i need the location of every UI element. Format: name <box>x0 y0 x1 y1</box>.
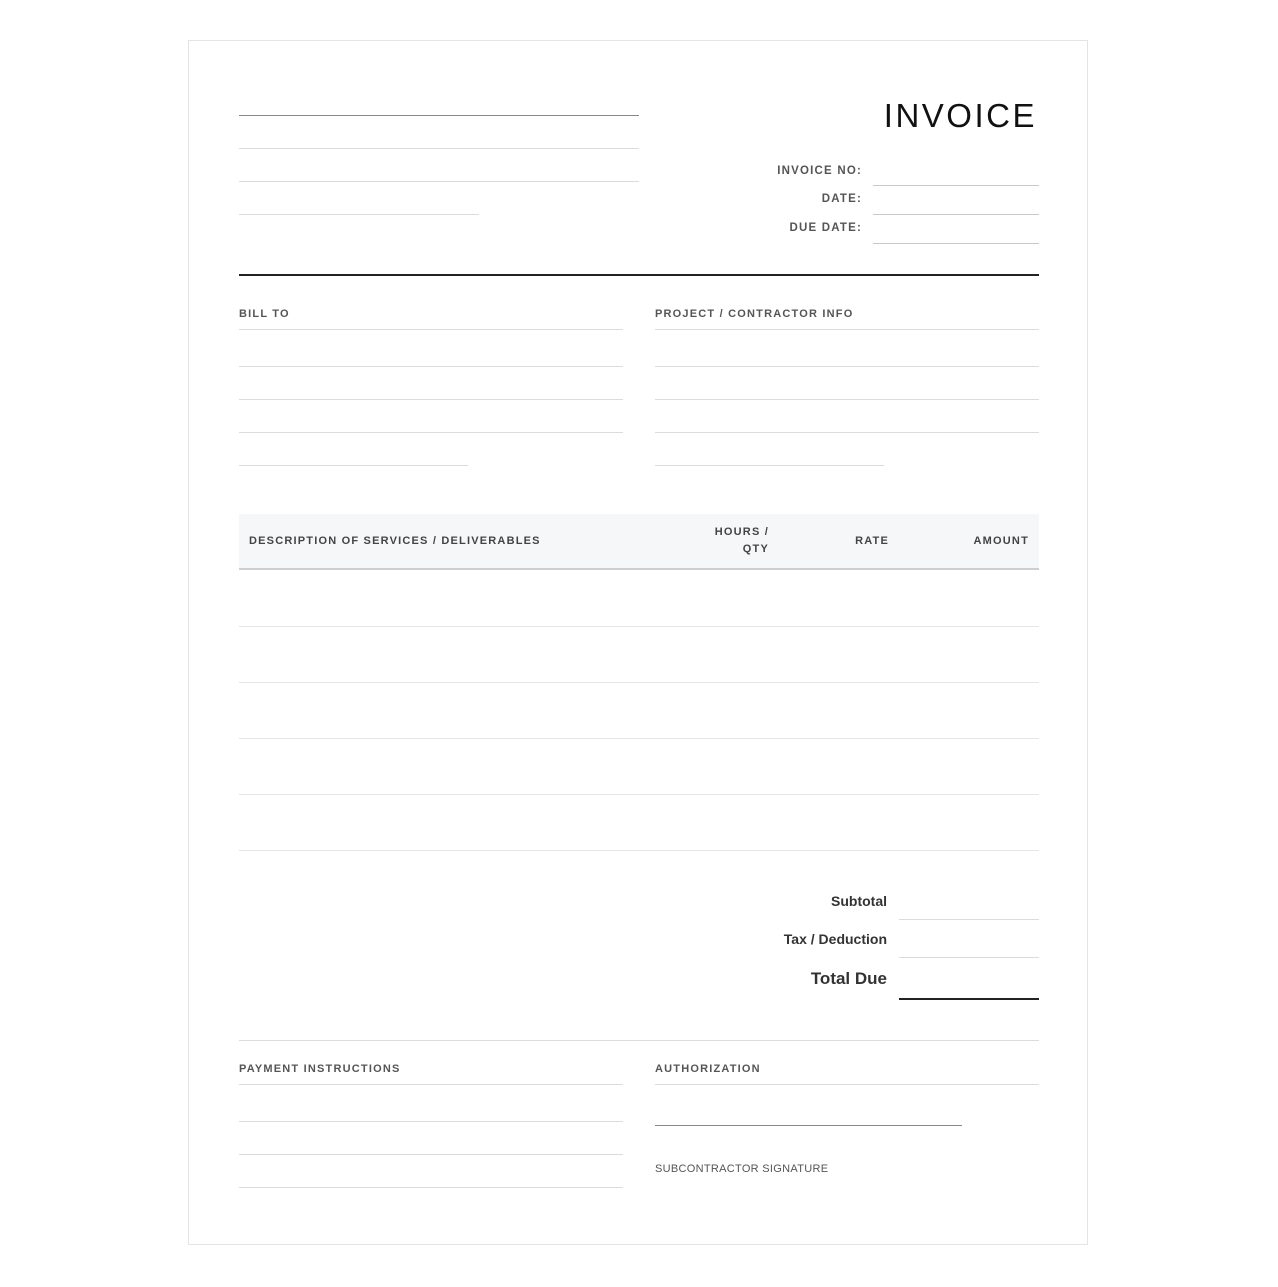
company-address-line-1[interactable] <box>239 148 639 149</box>
project-info-label: PROJECT / CONTRACTOR INFO <box>655 308 854 320</box>
subtotal-label: Subtotal <box>831 893 887 909</box>
amount-column-header: AMOUNT <box>973 535 1029 547</box>
project-info-line-1[interactable] <box>655 366 1039 367</box>
invoice-no-label: INVOICE NO: <box>777 165 862 177</box>
tax-field[interactable] <box>899 957 1039 958</box>
project-info-line-2[interactable] <box>655 399 1039 400</box>
table-row[interactable] <box>239 682 1039 683</box>
payment-instructions-underline <box>239 1084 623 1085</box>
project-info-line-3[interactable] <box>655 432 1039 433</box>
total-due-field[interactable] <box>899 998 1039 1000</box>
footer-divider <box>239 1040 1039 1041</box>
authorization-label: AUTHORIZATION <box>655 1063 761 1075</box>
project-info-underline <box>655 329 1039 330</box>
invoice-title: INVOICE <box>883 97 1037 134</box>
subtotal-field[interactable] <box>899 919 1039 920</box>
hours-column-header-line1: HOURS / <box>714 526 769 538</box>
date-label: DATE: <box>821 193 862 205</box>
signature-line[interactable] <box>655 1125 962 1126</box>
total-due-label: Total Due <box>810 969 887 988</box>
bill-to-line-4[interactable] <box>239 465 468 466</box>
header-divider <box>239 274 1039 276</box>
bill-to-label: BILL TO <box>239 308 290 320</box>
signature-caption: SUBCONTRACTOR SIGNATURE <box>655 1163 829 1175</box>
tax-label: Tax / Deduction <box>783 931 887 947</box>
payment-line-2[interactable] <box>239 1154 623 1155</box>
table-row[interactable] <box>239 794 1039 795</box>
company-address-line-2[interactable] <box>239 181 639 182</box>
table-row[interactable] <box>239 850 1039 851</box>
authorization-underline <box>655 1084 1039 1085</box>
due-date-field[interactable] <box>873 243 1039 244</box>
table-row[interactable] <box>239 626 1039 627</box>
invoice-no-field[interactable] <box>873 185 1039 186</box>
invoice-page <box>188 40 1088 1245</box>
project-info-line-4[interactable] <box>655 465 884 466</box>
bill-to-line-1[interactable] <box>239 366 623 367</box>
table-row[interactable] <box>239 738 1039 739</box>
bill-to-line-2[interactable] <box>239 399 623 400</box>
payment-instructions-label: PAYMENT INSTRUCTIONS <box>239 1063 401 1075</box>
hours-column-header-line2: QTY <box>742 543 769 555</box>
rate-column-header: RATE <box>855 535 889 547</box>
company-name-line[interactable] <box>239 115 639 116</box>
company-address-line-3[interactable] <box>239 214 479 215</box>
bill-to-underline <box>239 329 623 330</box>
due-date-label: DUE DATE: <box>789 222 862 234</box>
bill-to-line-3[interactable] <box>239 432 623 433</box>
date-field[interactable] <box>873 214 1039 215</box>
description-column-header: DESCRIPTION OF SERVICES / DELIVERABLES <box>249 535 541 547</box>
payment-line-1[interactable] <box>239 1121 623 1122</box>
payment-line-3[interactable] <box>239 1187 623 1188</box>
services-table-header <box>239 514 1039 570</box>
